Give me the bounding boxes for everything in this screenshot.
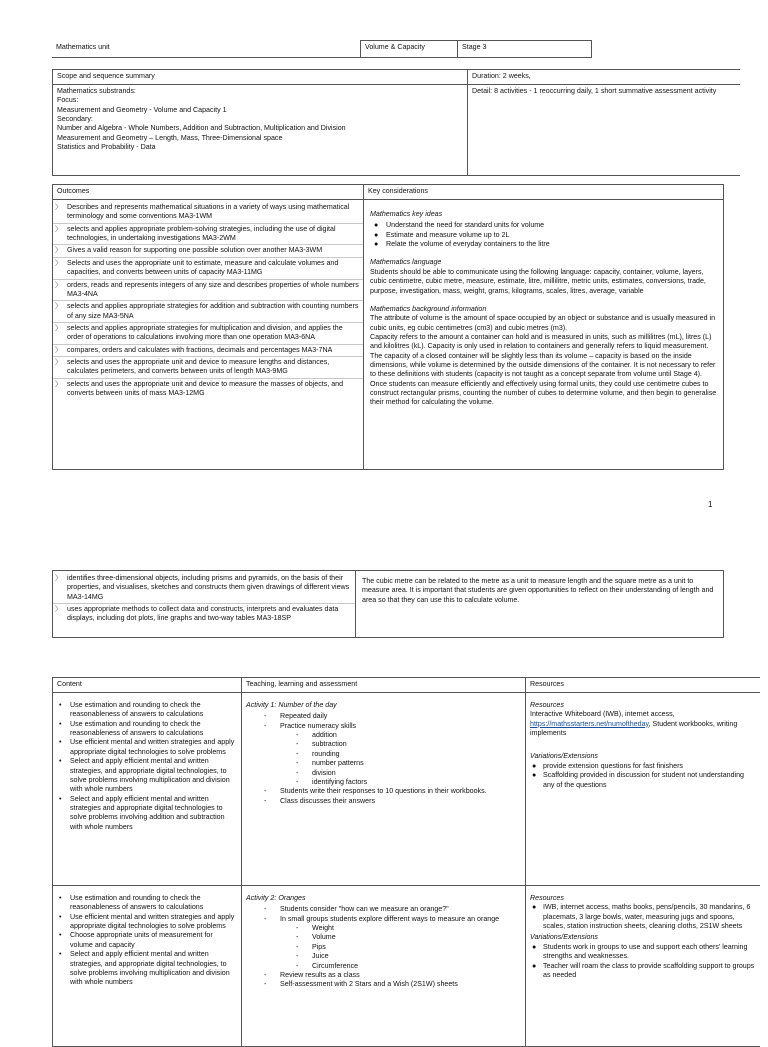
focus-label: Focus: [57, 96, 79, 105]
outcomes-list-cell [53, 571, 356, 638]
secondary-item: Statistics and Probability - Data [57, 143, 156, 152]
activity-substep: - Pips [296, 942, 326, 951]
bullet-icon: ● [532, 942, 537, 951]
bullet-icon: ● [374, 230, 379, 239]
bullet-icon: • [59, 701, 62, 709]
outcomes-section [52, 184, 724, 470]
variations-list [530, 943, 756, 980]
bullet-icon: • [59, 912, 62, 921]
outcomes-list [53, 573, 355, 625]
plan-section [52, 677, 760, 1047]
bullet-icon: ● [532, 761, 537, 770]
bullet-icon: ● [374, 221, 379, 230]
activity-substeps [246, 924, 521, 971]
variation-item: ● provide extension questions for fast finishers [532, 761, 683, 770]
bullet-icon: ● [532, 961, 537, 970]
secondary-label: Secondary: [57, 115, 93, 124]
focus-text: Measurement and Geometry - Volume and Capacity 1 [57, 105, 227, 114]
variation-item: ● Students work in groups to use and support each others' learning strengths and weaknesses. [532, 942, 748, 961]
outcome-item: 〉 Selects and uses the appropriate unit to estimate, measure and calculate volumes and capacities, and converts between units of capacity MA3-11MG [53, 258, 363, 280]
chevron-right-icon: 〉 [55, 259, 62, 267]
outcome-item: 〉 selects and applies appropriate strategies for multiplication and division, and applies the order of operations to calculations involving more than one operation MA3-6NA [53, 323, 363, 345]
substrands-label: Mathematics substrands: [57, 87, 136, 95]
activity-substep: - identifying factors [296, 777, 368, 786]
outcome-item: 〉 selects and uses the appropriate unit and device to measure lengths and distances, calculates perimeters, and converts between units of length MA3-9MG [53, 357, 363, 379]
key-idea-item: ● Understand the need for standard units for volume [374, 221, 545, 230]
chevron-right-icon: 〉 [55, 380, 62, 388]
activity-substeps [246, 731, 521, 787]
activity-substep: - subtraction [296, 740, 347, 749]
activity-substep: - Volume [296, 933, 336, 942]
variations-title: Variations/Extensions [530, 752, 598, 761]
content-item: • Use estimation and rounding to check the reasonableness of answers to calculations [59, 701, 204, 719]
activity-steps [246, 905, 521, 924]
activity-substep: - Weight [296, 924, 334, 933]
activity-step: - Self-assessment with 2 Stars and a Wish (2S1W) sheets [264, 980, 458, 989]
bullet-icon: • [59, 794, 62, 803]
outcome-item: 〉 uses appropriate methods to collect data and constructs, interprets and evaluates data displays, including dot plots, line graphs and two-way tables MA3-18SP [55, 605, 339, 623]
outcomes-heading: Outcomes [53, 185, 364, 200]
outcomes-continued [52, 570, 724, 638]
bullet-icon: • [59, 719, 62, 728]
background-text-2: Capacity refers to the amount a container can hold and is measured in units, such as millilitres (mL), litres (L) and kilolitres (kL). Capacity is only used in relation to containers and generally refers to liquid measurement. The capacity of a closed container will be slightly less than its volume – capacity is based on the inside dimensions, while volume is determined by the outside dimensions of the container. It is not necessary to refer to these definitions with students (capacity is not taught as a concept separate from volume until Stage 4). [370, 332, 716, 379]
secondary-item: Measurement and Geometry – Length, Mass, Three-Dimensional space [57, 133, 283, 142]
scope-section [52, 69, 740, 176]
activity-steps [246, 712, 521, 731]
key-text: The cubic metre can be related to the metre as a unit to measure length and the square metre as a unit to measure area. It is important that students are given opportunities to reflect on their understanding of length and area so that they can use this to calculate volume. [362, 577, 714, 604]
substrands [53, 85, 468, 176]
page-number: 1 [708, 500, 713, 509]
outcome-item: 〉 Gives a valid reason for supporting one possible solution over another MA3-3WM [53, 245, 363, 257]
outcomes-list [53, 202, 363, 399]
bullet-icon: ● [374, 240, 379, 249]
unit-header [52, 40, 592, 58]
outcome-item: 〉 identifies three-dimensional objects, including prisms and pyramids, on the basis of their properties, and visualises, sketches and constructs them given drawings of different views MA3-14MG [53, 573, 355, 604]
content-item: • Use estimation and rounding to check the reasonableness of answers to calculations [59, 894, 204, 912]
chevron-right-icon: 〉 [55, 247, 62, 255]
row1-teaching [242, 693, 526, 886]
variations-title: Variations/Extensions [530, 933, 598, 942]
activity-substep: - Juice [296, 952, 329, 961]
row2-resources [526, 886, 761, 1047]
content-item: • Use efficient mental and written strategies and apply appropriate digital technologies to solve problems [59, 912, 235, 931]
activity-title: Activity 2: Oranges [246, 894, 306, 902]
scope-heading: Scope and sequence summary [53, 70, 468, 85]
key-idea-item: ● Relate the volume of everyday containers to the litre [374, 240, 550, 249]
resources-list [530, 903, 756, 931]
activity-substep: - division [296, 768, 336, 777]
activity-substep: - rounding [296, 749, 340, 758]
key-ideas-title: Mathematics key ideas [370, 210, 443, 218]
outcome-item: 〉 compares, orders and calculates with fractions, decimals and percentages MA3-7NA [53, 345, 363, 357]
row2-teaching [242, 886, 526, 1047]
bullet-icon: • [59, 738, 62, 747]
key-considerations-cell [356, 571, 724, 638]
bullet-icon: • [59, 950, 62, 959]
content-list [57, 894, 237, 988]
chevron-right-icon: 〉 [55, 281, 62, 289]
activity-step: - Review results as a class [264, 970, 360, 979]
key-idea-item: ● Estimate and measure volume up to 2L [374, 230, 510, 239]
content-item: • Select and apply efficient mental and written strategies, and appropriate digital technologies, to solve problems involving multiplication and division with whole numbers [59, 950, 230, 987]
background-text-3: Once students can measure efficiently and effectively using formal units, they could use centimetre cubes to construct rectangular prisms, counting the number of cubes to determine volume, and then begin to generalise their method for calculating the volume. [370, 379, 717, 407]
unit-label: Mathematics unit [52, 41, 361, 58]
col-content-heading: Content [53, 678, 242, 693]
variations-list [530, 762, 756, 790]
content-item: • Choose appropriate units of measurement for volume and capacity [59, 931, 213, 949]
outcome-item: 〉 Describes and represents mathematical situations in a variety of ways using mathematical terminology and some conventions MA3-1WM [53, 202, 363, 224]
chevron-right-icon: 〉 [55, 225, 62, 233]
key-heading: Key considerations [364, 185, 724, 200]
duration: Duration: 2 weeks, [468, 70, 740, 85]
outcomes-list-cell [53, 200, 364, 470]
content-item: • Use efficient mental and written strategies and apply appropriate digital technologies to solve problems [59, 738, 235, 756]
bullet-icon: • [59, 931, 62, 940]
activity-step: - Students write their responses to 10 questions in their workbooks. [264, 787, 487, 796]
outcome-item: 〉 orders, reads and represents integers of any size and describes properties of whole numbers MA3-4NA [53, 280, 363, 302]
background-title: Mathematics background information [370, 304, 487, 313]
variation-item: ● Scaffolding provided in discussion for student not understanding any of the questions [532, 771, 744, 789]
chevron-right-icon: 〉 [55, 606, 62, 614]
chevron-right-icon: 〉 [55, 324, 62, 332]
row2-content [53, 886, 242, 1047]
bullet-icon: • [59, 757, 62, 766]
key-considerations-cell [364, 200, 724, 470]
col-resources-heading: Resources [526, 678, 761, 693]
activity-step: - In small groups students explore different ways to measure an orange [264, 914, 500, 923]
content-item: • Select and apply efficient mental and written strategies, and appropriate digital technologies, to solve problems involving multiplication and division with whole numbers [59, 757, 230, 794]
stage-label: Stage 3 [458, 41, 592, 58]
activity-step: - Practice numeracy skills [264, 721, 357, 730]
background-text-1: The attribute of volume is the amount of space occupied by an object or substance and is usually measured in cubic units, eg cubic centimetres (cm3) and cubic metres (m3). [370, 314, 716, 332]
activity-steps [246, 787, 521, 806]
chevron-right-icon: 〉 [55, 303, 62, 311]
bullet-icon: ● [532, 903, 537, 912]
variation-item: ● Teacher will roam the class to provide scaffolding support to groups as needed [532, 961, 755, 979]
bullet-icon: • [59, 894, 62, 902]
secondary-item: Number and Algebra - Whole Numbers, Addition and Subtraction, Multiplication and Division [57, 124, 346, 133]
outcome-item: 〉 selects and applies appropriate problem-solving strategies, including the use of digital technologies, in undertaking investigations MA3-2WM [53, 224, 363, 246]
resources-title: Resources [530, 894, 564, 902]
bullet-icon: ● [532, 771, 537, 780]
detail: Detail: 8 activities - 1 reoccurring daily, 1 short summative assessment activity [468, 85, 740, 176]
activity-steps [246, 971, 521, 990]
content-item: • Use estimation and rounding to check the reasonableness of answers to calculations [59, 719, 204, 738]
language-title: Mathematics language [370, 258, 442, 267]
chevron-right-icon: 〉 [55, 346, 62, 354]
activity-step: - Students consider "how can we measure an orange?" [264, 905, 449, 914]
activity-substep: - Circumference [296, 961, 359, 970]
unit-title: Volume & Capacity [361, 41, 458, 58]
content-item: • Select and apply efficient mental and written strategies and appropriate digital technologies to solve problems involving addition and subtraction with whole numbers [59, 794, 225, 831]
resources-text: Interactive Whiteboard (IWB), internet access, https://mathsstarters.net/numoftheday, Student workbooks, writing implements [530, 710, 738, 738]
activity-step: - Repeated daily [264, 712, 328, 721]
resource-item: ● IWB, internet access, maths books, pens/pencils, 30 mandarins, 6 placemats, 3 large bowls, water, measuring jugs and spoons, scales, station instruction sheets, cleaning cloths, 2S1W sheets [532, 903, 751, 931]
col-teaching-heading: Teaching, learning and assessment [242, 678, 526, 693]
outcome-item: 〉 selects and applies appropriate strategies for addition and subtraction with counting numbers of any size MA3-5NA [53, 301, 363, 323]
activity-title: Activity 1: Number of the day [246, 701, 337, 709]
activity-substep: - addition [296, 731, 337, 740]
activity-substep: - number patterns [296, 759, 364, 768]
number-of-the-day-link[interactable]: https://mathsstarters.net/numoftheday [530, 719, 649, 728]
content-list [57, 701, 237, 832]
resources-title: Resources [530, 701, 564, 709]
activity-step: - Class discusses their answers [264, 796, 376, 805]
chevron-right-icon: 〉 [55, 204, 62, 211]
row1-content [53, 693, 242, 886]
row1-resources [526, 693, 761, 886]
outcome-item: 〉 selects and uses the appropriate unit and device to measure the masses of objects, and converts between units of mass MA3-12MG [55, 379, 344, 398]
chevron-right-icon: 〉 [55, 575, 62, 582]
language-text: Students should be able to communicate using the following language: capacity, container, volume, layers, cubic centimetre, cubic metre, measure, estimate, litre, millilitre, metric units, estimates, conversions, trade, purpose, investigation, mass, weight, grams, kilograms, scales, litres, average, variable [370, 267, 706, 295]
chevron-right-icon: 〉 [55, 359, 62, 367]
key-ideas-list [370, 221, 717, 249]
